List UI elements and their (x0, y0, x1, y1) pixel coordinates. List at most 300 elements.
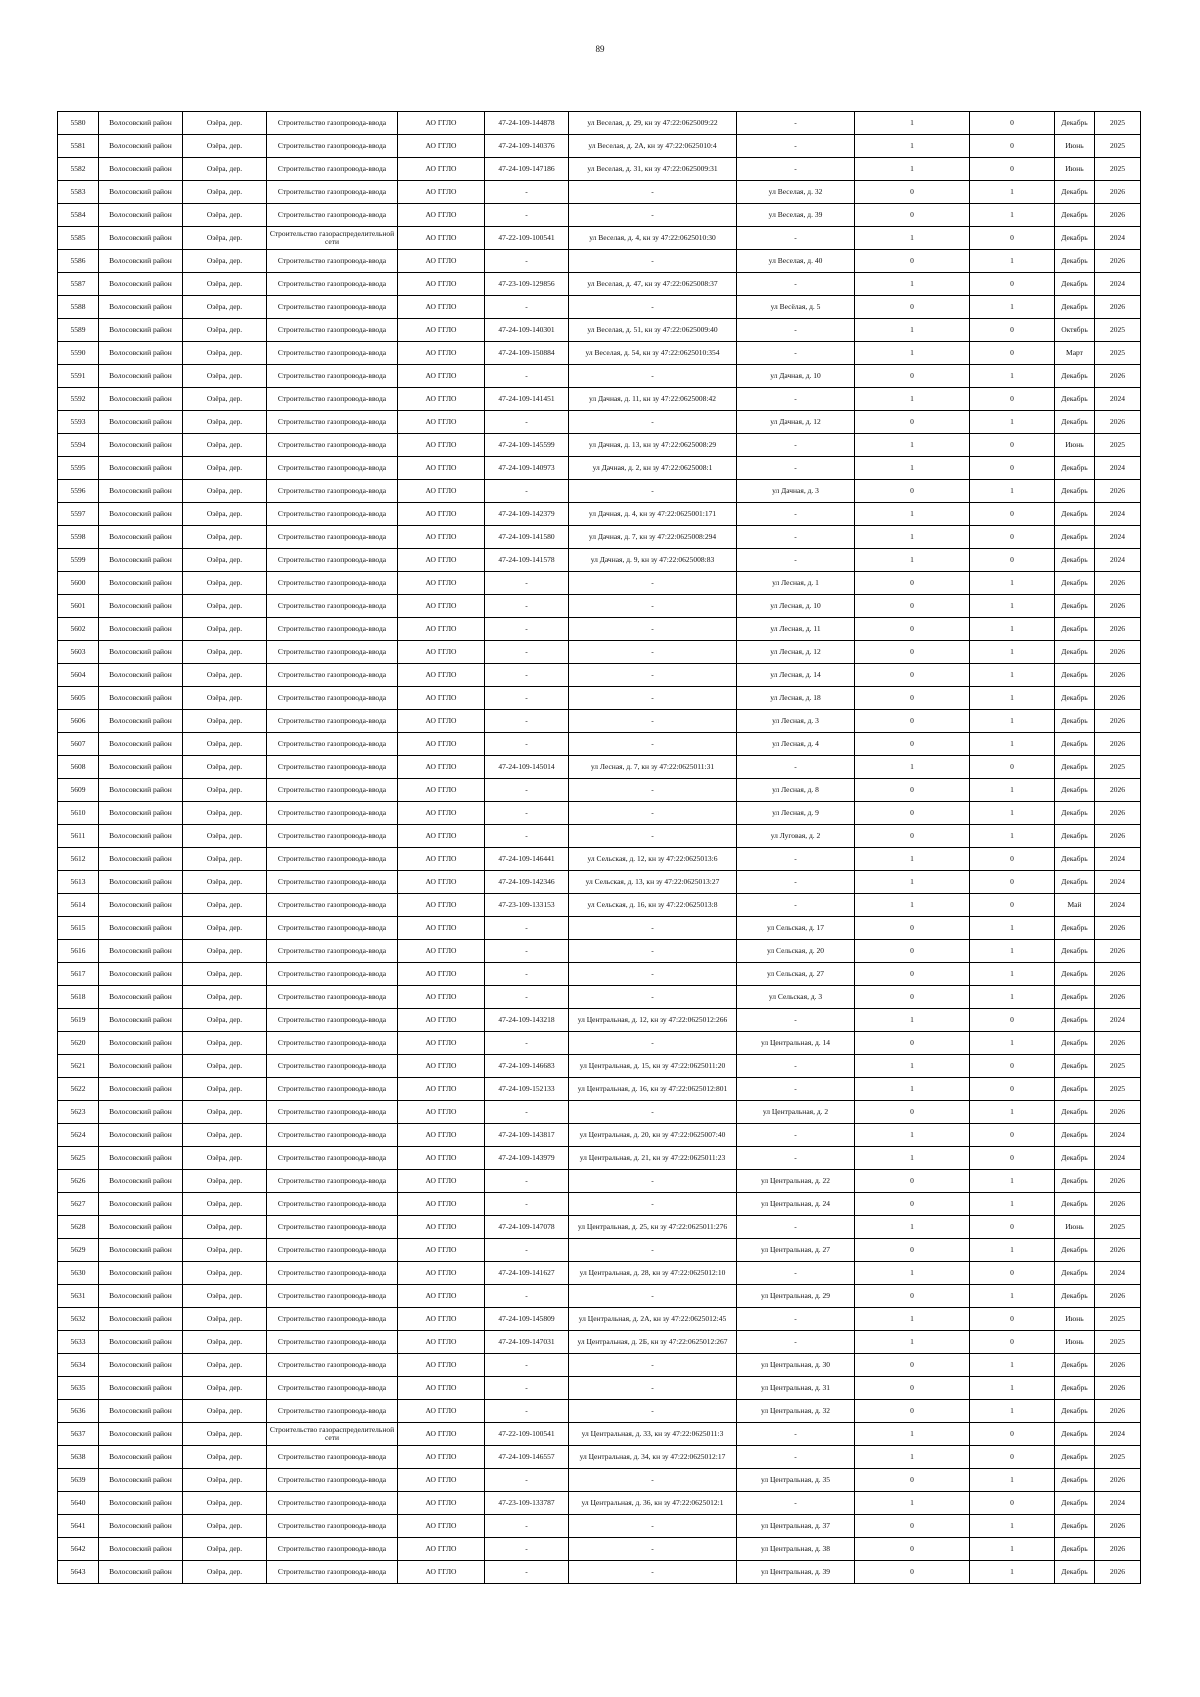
address-cell: ул Центральная, д. 39 (737, 1561, 855, 1584)
operator-cell: АО ГГЛО (398, 273, 485, 296)
month-cell: Июнь (1055, 1216, 1095, 1239)
month-cell: Декабрь (1055, 572, 1095, 595)
district-cell: Волосовский район (99, 1423, 183, 1446)
district-cell: Волосовский район (99, 1538, 183, 1561)
settlement-cell: Озёра, дер. (183, 319, 267, 342)
application-number-cell: - (485, 1239, 569, 1262)
count-a-cell: 0 (855, 181, 970, 204)
settlement-cell: Озёра, дер. (183, 1377, 267, 1400)
settlement-cell: Озёра, дер. (183, 1285, 267, 1308)
count-a-cell: 1 (855, 319, 970, 342)
count-a-cell: 1 (855, 112, 970, 135)
work-type-cell: Строительство газопровода-ввода (267, 986, 398, 1009)
year-cell: 2026 (1095, 940, 1141, 963)
work-type-cell: Строительство газопровода-ввода (267, 1239, 398, 1262)
operator-cell: АО ГГЛО (398, 1515, 485, 1538)
year-cell: 2024 (1095, 457, 1141, 480)
application-number-cell: 47-24-109-143218 (485, 1009, 569, 1032)
operator-cell: АО ГГЛО (398, 319, 485, 342)
operator-cell: АО ГГЛО (398, 825, 485, 848)
count-b-cell: 0 (970, 756, 1055, 779)
application-number-cell: 47-24-109-142346 (485, 871, 569, 894)
table-row (58, 1285, 1141, 1308)
count-a-cell: 1 (855, 1124, 970, 1147)
table-row (58, 1446, 1141, 1469)
row-number-cell: 5634 (58, 1354, 99, 1377)
settlement-cell: Озёра, дер. (183, 1331, 267, 1354)
application-number-cell: - (485, 641, 569, 664)
year-cell: 2026 (1095, 963, 1141, 986)
work-type-cell: Строительство газопровода-ввода (267, 549, 398, 572)
settlement-cell: Озёра, дер. (183, 1147, 267, 1170)
application-number-cell: - (485, 917, 569, 940)
cadastral-address-cell: - (569, 572, 737, 595)
count-a-cell: 0 (855, 296, 970, 319)
cadastral-address-cell: ул Центральная, д. 33, кн зу 47:22:0625011:3 (569, 1423, 737, 1446)
month-cell: Декабрь (1055, 411, 1095, 434)
district-cell: Волосовский район (99, 802, 183, 825)
month-cell: Декабрь (1055, 181, 1095, 204)
application-number-cell: - (485, 1561, 569, 1584)
address-cell: ул Весёлая, д. 5 (737, 296, 855, 319)
cadastral-address-cell: - (569, 779, 737, 802)
application-number-cell: 47-24-109-150884 (485, 342, 569, 365)
row-number-cell: 5607 (58, 733, 99, 756)
settlement-cell: Озёра, дер. (183, 1561, 267, 1584)
table-body (58, 112, 1141, 1584)
work-type-cell: Строительство газопровода-ввода (267, 388, 398, 411)
year-cell: 2026 (1095, 411, 1141, 434)
work-type-cell: Строительство газопровода-ввода (267, 802, 398, 825)
operator-cell: АО ГГЛО (398, 365, 485, 388)
address-cell: - (737, 1009, 855, 1032)
cadastral-address-cell: ул Веселая, д. 51, кн зу 47:22:0625009:40 (569, 319, 737, 342)
cadastral-address-cell: ул Веселая, д. 2А, кн зу 47:22:0625010:4 (569, 135, 737, 158)
cadastral-address-cell: - (569, 181, 737, 204)
operator-cell: АО ГГЛО (398, 986, 485, 1009)
district-cell: Волосовский район (99, 618, 183, 641)
settlement-cell: Озёра, дер. (183, 986, 267, 1009)
table-row (58, 296, 1141, 319)
address-cell: ул Веселая, д. 32 (737, 181, 855, 204)
work-type-cell: Строительство газопровода-ввода (267, 1055, 398, 1078)
count-a-cell: 1 (855, 848, 970, 871)
district-cell: Волосовский район (99, 342, 183, 365)
table-row (58, 1400, 1141, 1423)
district-cell: Волосовский район (99, 894, 183, 917)
address-cell: - (737, 1216, 855, 1239)
address-cell: - (737, 848, 855, 871)
count-a-cell: 0 (855, 1193, 970, 1216)
year-cell: 2026 (1095, 1469, 1141, 1492)
row-number-cell: 5624 (58, 1124, 99, 1147)
table-row (58, 963, 1141, 986)
district-cell: Волосовский район (99, 158, 183, 181)
count-a-cell: 0 (855, 595, 970, 618)
work-type-cell: Строительство газораспределительной сети (267, 1423, 398, 1446)
settlement-cell: Озёра, дер. (183, 733, 267, 756)
count-a-cell: 0 (855, 641, 970, 664)
work-type-cell: Строительство газопровода-ввода (267, 710, 398, 733)
operator-cell: АО ГГЛО (398, 871, 485, 894)
count-a-cell: 1 (855, 1308, 970, 1331)
settlement-cell: Озёра, дер. (183, 480, 267, 503)
cadastral-address-cell: - (569, 1170, 737, 1193)
district-cell: Волосовский район (99, 1216, 183, 1239)
count-b-cell: 0 (970, 1423, 1055, 1446)
table-row (58, 526, 1141, 549)
district-cell: Волосовский район (99, 1308, 183, 1331)
year-cell: 2026 (1095, 917, 1141, 940)
table-row (58, 1331, 1141, 1354)
row-number-cell: 5605 (58, 687, 99, 710)
work-type-cell: Строительство газопровода-ввода (267, 756, 398, 779)
application-number-cell: - (485, 365, 569, 388)
year-cell: 2026 (1095, 825, 1141, 848)
operator-cell: АО ГГЛО (398, 135, 485, 158)
district-cell: Волосовский район (99, 1377, 183, 1400)
count-b-cell: 1 (970, 1561, 1055, 1584)
count-a-cell: 1 (855, 1423, 970, 1446)
count-a-cell: 1 (855, 342, 970, 365)
work-type-cell: Строительство газопровода-ввода (267, 1469, 398, 1492)
application-number-cell: 47-23-109-133153 (485, 894, 569, 917)
count-a-cell: 1 (855, 1331, 970, 1354)
address-cell: - (737, 549, 855, 572)
settlement-cell: Озёра, дер. (183, 526, 267, 549)
district-cell: Волосовский район (99, 480, 183, 503)
year-cell: 2025 (1095, 1078, 1141, 1101)
work-type-cell: Строительство газопровода-ввода (267, 917, 398, 940)
cadastral-address-cell: - (569, 1101, 737, 1124)
settlement-cell: Озёра, дер. (183, 1262, 267, 1285)
row-number-cell: 5588 (58, 296, 99, 319)
row-number-cell: 5582 (58, 158, 99, 181)
operator-cell: АО ГГЛО (398, 457, 485, 480)
application-number-cell: 47-22-109-100541 (485, 227, 569, 250)
application-number-cell: - (485, 618, 569, 641)
settlement-cell: Озёра, дер. (183, 848, 267, 871)
count-a-cell: 0 (855, 204, 970, 227)
settlement-cell: Озёра, дер. (183, 595, 267, 618)
settlement-cell: Озёра, дер. (183, 503, 267, 526)
application-number-cell: - (485, 480, 569, 503)
application-number-cell: 47-24-109-142379 (485, 503, 569, 526)
count-a-cell: 1 (855, 227, 970, 250)
month-cell: Декабрь (1055, 227, 1095, 250)
work-type-cell: Строительство газопровода-ввода (267, 1515, 398, 1538)
month-cell: Декабрь (1055, 1147, 1095, 1170)
settlement-cell: Озёра, дер. (183, 756, 267, 779)
month-cell: Декабрь (1055, 526, 1095, 549)
cadastral-address-cell: ул Центральная, д. 15, кн зу 47:22:0625011:20 (569, 1055, 737, 1078)
address-cell: ул Лесная, д. 18 (737, 687, 855, 710)
month-cell: Май (1055, 894, 1095, 917)
row-number-cell: 5606 (58, 710, 99, 733)
month-cell: Декабрь (1055, 848, 1095, 871)
year-cell: 2026 (1095, 1561, 1141, 1584)
operator-cell: АО ГГЛО (398, 1078, 485, 1101)
table-row (58, 250, 1141, 273)
operator-cell: АО ГГЛО (398, 595, 485, 618)
year-cell: 2026 (1095, 595, 1141, 618)
address-cell: - (737, 756, 855, 779)
application-number-cell: 47-24-109-140376 (485, 135, 569, 158)
cadastral-address-cell: ул Центральная, д. 34, кн зу 47:22:0625012:17 (569, 1446, 737, 1469)
count-b-cell: 0 (970, 503, 1055, 526)
month-cell: Декабрь (1055, 871, 1095, 894)
settlement-cell: Озёра, дер. (183, 963, 267, 986)
settlement-cell: Озёра, дер. (183, 1216, 267, 1239)
address-cell: - (737, 1331, 855, 1354)
year-cell: 2025 (1095, 158, 1141, 181)
year-cell: 2025 (1095, 1308, 1141, 1331)
settlement-cell: Озёра, дер. (183, 388, 267, 411)
operator-cell: АО ГГЛО (398, 434, 485, 457)
count-b-cell: 1 (970, 687, 1055, 710)
application-number-cell: - (485, 1515, 569, 1538)
month-cell: Декабрь (1055, 1170, 1095, 1193)
year-cell: 2024 (1095, 871, 1141, 894)
count-a-cell: 1 (855, 871, 970, 894)
district-cell: Волосовский район (99, 1446, 183, 1469)
application-number-cell: - (485, 250, 569, 273)
row-number-cell: 5618 (58, 986, 99, 1009)
year-cell: 2025 (1095, 1055, 1141, 1078)
month-cell: Декабрь (1055, 1561, 1095, 1584)
row-number-cell: 5604 (58, 664, 99, 687)
count-a-cell: 0 (855, 411, 970, 434)
address-cell: - (737, 227, 855, 250)
application-number-cell: 47-24-109-143817 (485, 1124, 569, 1147)
district-cell: Волосовский район (99, 595, 183, 618)
month-cell: Декабрь (1055, 756, 1095, 779)
row-number-cell: 5581 (58, 135, 99, 158)
work-type-cell: Строительство газопровода-ввода (267, 1377, 398, 1400)
address-cell: ул Лесная, д. 12 (737, 641, 855, 664)
district-cell: Волосовский район (99, 411, 183, 434)
year-cell: 2026 (1095, 1170, 1141, 1193)
application-number-cell: 47-24-109-146441 (485, 848, 569, 871)
application-number-cell: 47-24-109-140301 (485, 319, 569, 342)
year-cell: 2024 (1095, 894, 1141, 917)
address-cell: ул Центральная, д. 35 (737, 1469, 855, 1492)
table-row (58, 503, 1141, 526)
operator-cell: АО ГГЛО (398, 1423, 485, 1446)
count-b-cell: 0 (970, 112, 1055, 135)
application-number-cell: - (485, 181, 569, 204)
count-b-cell: 0 (970, 1147, 1055, 1170)
table-row (58, 1101, 1141, 1124)
operator-cell: АО ГГЛО (398, 779, 485, 802)
row-number-cell: 5592 (58, 388, 99, 411)
count-b-cell: 1 (970, 825, 1055, 848)
application-number-cell: 47-24-109-147031 (485, 1331, 569, 1354)
count-a-cell: 0 (855, 963, 970, 986)
application-number-cell: 47-24-109-147078 (485, 1216, 569, 1239)
settlement-cell: Озёра, дер. (183, 296, 267, 319)
cadastral-address-cell: - (569, 917, 737, 940)
row-number-cell: 5629 (58, 1239, 99, 1262)
address-cell: - (737, 273, 855, 296)
work-type-cell: Строительство газопровода-ввода (267, 572, 398, 595)
page-number: 89 (595, 44, 605, 54)
cadastral-address-cell: - (569, 1538, 737, 1561)
year-cell: 2024 (1095, 503, 1141, 526)
operator-cell: АО ГГЛО (398, 503, 485, 526)
address-cell: - (737, 135, 855, 158)
count-b-cell: 1 (970, 1193, 1055, 1216)
work-type-cell: Строительство газопровода-ввода (267, 1400, 398, 1423)
count-a-cell: 0 (855, 779, 970, 802)
cadastral-address-cell: - (569, 250, 737, 273)
count-b-cell: 1 (970, 1032, 1055, 1055)
settlement-cell: Озёра, дер. (183, 1446, 267, 1469)
operator-cell: АО ГГЛО (398, 1216, 485, 1239)
count-a-cell: 1 (855, 1262, 970, 1285)
district-cell: Волосовский район (99, 1193, 183, 1216)
application-number-cell: - (485, 940, 569, 963)
month-cell: Декабрь (1055, 1285, 1095, 1308)
application-number-cell: - (485, 1400, 569, 1423)
year-cell: 2026 (1095, 1515, 1141, 1538)
year-cell: 2026 (1095, 618, 1141, 641)
address-cell: - (737, 1055, 855, 1078)
settlement-cell: Озёра, дер. (183, 871, 267, 894)
row-number-cell: 5627 (58, 1193, 99, 1216)
count-a-cell: 0 (855, 687, 970, 710)
row-number-cell: 5612 (58, 848, 99, 871)
settlement-cell: Озёра, дер. (183, 411, 267, 434)
address-cell: - (737, 871, 855, 894)
year-cell: 2026 (1095, 802, 1141, 825)
count-b-cell: 1 (970, 1538, 1055, 1561)
table-row (58, 549, 1141, 572)
settlement-cell: Озёра, дер. (183, 365, 267, 388)
district-cell: Волосовский район (99, 1101, 183, 1124)
address-cell: - (737, 1147, 855, 1170)
year-cell: 2025 (1095, 1216, 1141, 1239)
work-type-cell: Строительство газопровода-ввода (267, 664, 398, 687)
cadastral-address-cell: ул Веселая, д. 4, кн зу 47:22:0625010:30 (569, 227, 737, 250)
cadastral-address-cell: - (569, 1377, 737, 1400)
row-number-cell: 5615 (58, 917, 99, 940)
cadastral-address-cell: - (569, 296, 737, 319)
district-cell: Волосовский район (99, 641, 183, 664)
year-cell: 2024 (1095, 273, 1141, 296)
month-cell: Декабрь (1055, 250, 1095, 273)
cadastral-address-cell: ул Центральная, д. 12, кн зу 47:22:0625012:266 (569, 1009, 737, 1032)
address-cell: ул Центральная, д. 29 (737, 1285, 855, 1308)
district-cell: Волосовский район (99, 273, 183, 296)
count-b-cell: 1 (970, 572, 1055, 595)
row-number-cell: 5630 (58, 1262, 99, 1285)
work-type-cell: Строительство газопровода-ввода (267, 411, 398, 434)
work-type-cell: Строительство газопровода-ввода (267, 641, 398, 664)
count-b-cell: 0 (970, 871, 1055, 894)
count-b-cell: 1 (970, 1239, 1055, 1262)
cadastral-address-cell: ул Дачная, д. 4, кн зу 47:22:0625001:171 (569, 503, 737, 526)
month-cell: Декабрь (1055, 1032, 1095, 1055)
row-number-cell: 5637 (58, 1423, 99, 1446)
work-type-cell: Строительство газопровода-ввода (267, 1538, 398, 1561)
count-b-cell: 0 (970, 227, 1055, 250)
count-b-cell: 0 (970, 1078, 1055, 1101)
count-a-cell: 0 (855, 1285, 970, 1308)
operator-cell: АО ГГЛО (398, 204, 485, 227)
row-number-cell: 5622 (58, 1078, 99, 1101)
table-row (58, 1032, 1141, 1055)
cadastral-address-cell: - (569, 641, 737, 664)
row-number-cell: 5613 (58, 871, 99, 894)
operator-cell: АО ГГЛО (398, 227, 485, 250)
table-row (58, 480, 1141, 503)
month-cell: Декабрь (1055, 388, 1095, 411)
application-number-cell: 47-23-109-133787 (485, 1492, 569, 1515)
work-type-cell: Строительство газопровода-ввода (267, 250, 398, 273)
address-cell: - (737, 319, 855, 342)
settlement-cell: Озёра, дер. (183, 641, 267, 664)
table-row (58, 319, 1141, 342)
work-type-cell: Строительство газопровода-ввода (267, 1032, 398, 1055)
count-b-cell: 1 (970, 1515, 1055, 1538)
application-number-cell: - (485, 1538, 569, 1561)
operator-cell: АО ГГЛО (398, 1400, 485, 1423)
district-cell: Волосовский район (99, 733, 183, 756)
work-type-cell: Строительство газопровода-ввода (267, 296, 398, 319)
count-a-cell: 1 (855, 1147, 970, 1170)
address-cell: - (737, 1446, 855, 1469)
operator-cell: АО ГГЛО (398, 618, 485, 641)
year-cell: 2024 (1095, 388, 1141, 411)
year-cell: 2024 (1095, 526, 1141, 549)
table-row (58, 618, 1141, 641)
month-cell: Декабрь (1055, 549, 1095, 572)
count-b-cell: 1 (970, 1469, 1055, 1492)
district-cell: Волосовский район (99, 1515, 183, 1538)
year-cell: 2026 (1095, 1193, 1141, 1216)
row-number-cell: 5631 (58, 1285, 99, 1308)
address-cell: - (737, 1308, 855, 1331)
count-a-cell: 1 (855, 756, 970, 779)
operator-cell: АО ГГЛО (398, 1308, 485, 1331)
month-cell: Декабрь (1055, 664, 1095, 687)
row-number-cell: 5640 (58, 1492, 99, 1515)
work-type-cell: Строительство газопровода-ввода (267, 434, 398, 457)
year-cell: 2026 (1095, 733, 1141, 756)
row-number-cell: 5633 (58, 1331, 99, 1354)
district-cell: Волосовский район (99, 1124, 183, 1147)
operator-cell: АО ГГЛО (398, 802, 485, 825)
count-a-cell: 0 (855, 825, 970, 848)
year-cell: 2026 (1095, 1285, 1141, 1308)
year-cell: 2024 (1095, 1423, 1141, 1446)
operator-cell: АО ГГЛО (398, 940, 485, 963)
year-cell: 2024 (1095, 227, 1141, 250)
count-b-cell: 1 (970, 1170, 1055, 1193)
row-number-cell: 5580 (58, 112, 99, 135)
district-cell: Волосовский район (99, 1331, 183, 1354)
district-cell: Волосовский район (99, 1055, 183, 1078)
application-number-cell: - (485, 802, 569, 825)
operator-cell: АО ГГЛО (398, 1262, 485, 1285)
table-row (58, 756, 1141, 779)
row-number-cell: 5601 (58, 595, 99, 618)
work-type-cell: Строительство газопровода-ввода (267, 1216, 398, 1239)
cadastral-address-cell: ул Дачная, д. 7, кн зу 47:22:0625008:294 (569, 526, 737, 549)
cadastral-address-cell: - (569, 1354, 737, 1377)
application-number-cell: - (485, 1193, 569, 1216)
